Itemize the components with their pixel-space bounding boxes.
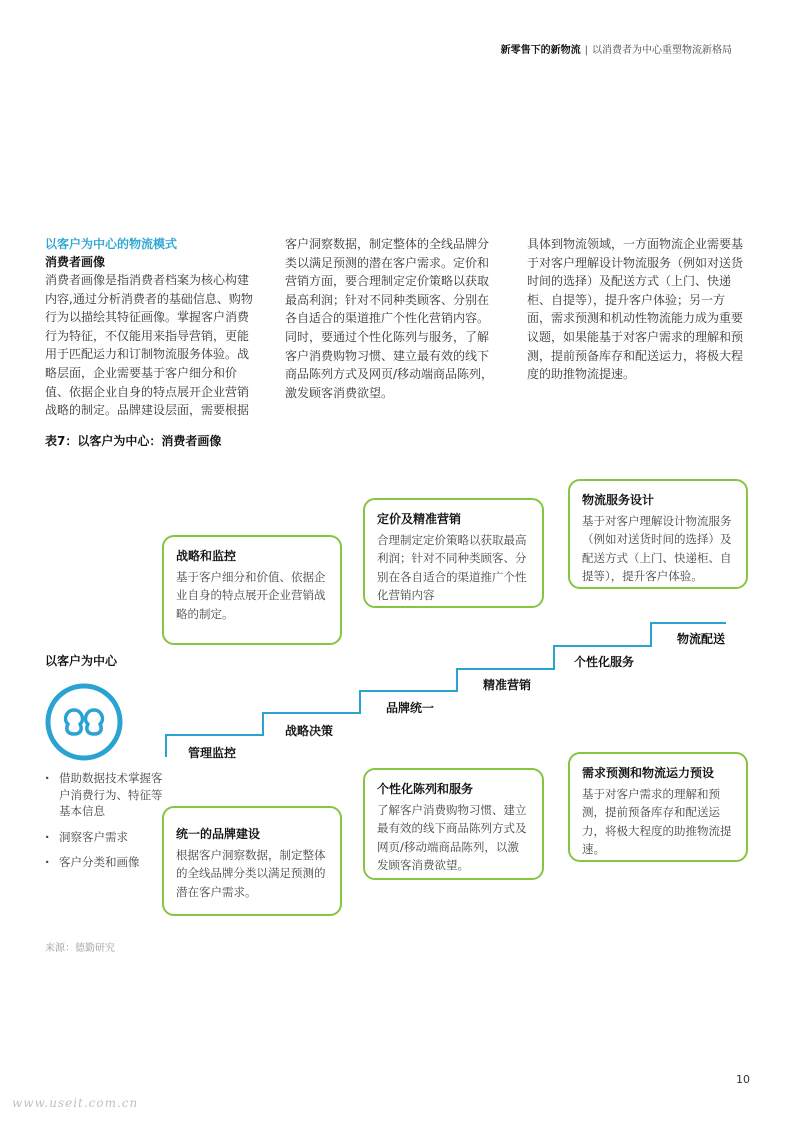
step-label-5: 个性化服务: [574, 655, 635, 669]
box-text: 基于对客户理解设计物流服务（例如对送货时间的选择）及配送方式（上门、快递柜、自提等），提升客户体验。: [582, 513, 732, 583]
box-text: 根据客户洞察数据，制定整体的全线品牌分类以满足预测的潜在客户需求。: [176, 847, 326, 899]
step-label-6: 物流配送: [677, 632, 726, 646]
column-2-paragraph: 客户洞察数据，制定整体的全线品牌分类以满足预测的潜在客户需求。定价和营销方面，要合理制定定价策略以获取最高利润；针对不同种类顾客、分别在各自适合的渠道推广个性化营销内容。同时，要通过个性化陈列与服务，了解客户消费购物习惯、建立最有效的线下商品陈列方式及网页/移动端商品陈列，激发顾客消费欲望。: [285, 237, 494, 400]
header-subtitle: 以消费者为中心重塑物流新格局: [592, 45, 732, 56]
table-title: 表7：以客户为中心：消费者画像: [45, 434, 222, 448]
step-label-3: 品牌统一: [386, 701, 435, 715]
customer-center-bullets: [45, 770, 169, 880]
box-title: 个性化陈列和服务: [377, 782, 474, 796]
step-label-1: 管理监控: [188, 746, 237, 760]
people-group-icon: [44, 682, 124, 762]
box-brand-building: [162, 806, 342, 916]
page-number: 10: [736, 1073, 750, 1086]
customer-center-title: 以客户为中心: [45, 654, 118, 668]
header-title: 新零售下的新物流: [500, 45, 581, 56]
box-strategy-monitoring: [162, 535, 342, 645]
source-note: 来源：德勤研究: [45, 943, 115, 954]
box-title: 统一的品牌建设: [176, 827, 261, 841]
column-3-paragraph: 具体到物流领域，一方面物流企业需要基于对客户理解设计物流服务（例如对送货时间的选择）及配送方式（上门、快递柜、自提等），提升客户体验；另一方面，需求预测和机动性物流能力成为重要议题，如果能基于对客户需求的理解和预测，提前预备库存和配送运力，将极大程度的助推物流提速。: [527, 237, 744, 382]
box-title: 物流服务设计: [582, 493, 655, 507]
bullet-item: · 借助数据技术掌握客户消费行为、特征等基本信息: [45, 770, 169, 820]
bullet-item: · 客户分类和画像: [45, 854, 169, 871]
step-label-4: 精准营销: [483, 678, 532, 692]
box-title: 定价及精准营销: [377, 512, 462, 526]
box-text: 基于对客户需求的理解和预测，提前预备库存和配送运力，将极大程度的助推物流提速。: [582, 786, 732, 856]
box-title: 战略和监控: [176, 549, 237, 563]
box-personalized-display: [363, 768, 544, 880]
step-label-2: 战略决策: [285, 724, 334, 738]
column-1-paragraph: 消费者画像是指消费者档案为核心构建内容,通过分析消费者的基础信息、购物行为以描绘其特征画像。掌握客户消费行为特征，不仅能用来指导营销，更能用于匹配运力和订制物流服务体验。战略层面，企业需要基于客户细分和价值、依据企业自身的特点展开企业营销战略的制定。品牌建设层面，需要根据: [45, 273, 253, 418]
section-title: 以客户为中心的物流模式: [45, 237, 178, 251]
subsection-title: 消费者画像: [45, 255, 106, 269]
box-title: 需求预测和物流运力预设: [582, 766, 715, 780]
box-logistics-service-design: [568, 479, 748, 589]
bullet-item: · 洞察客户需求: [45, 829, 169, 846]
header-separator: |: [584, 45, 588, 56]
watermark: www.useit.com.cn: [12, 1096, 139, 1110]
box-text: 基于客户细分和价值、依据企业自身的特点展开企业营销战略的制定。: [176, 569, 326, 621]
box-text: 了解客户消费购物习惯、建立最有效的线下商品陈列方式及网页/移动端商品陈列，以激发顾客消费欲望。: [377, 802, 527, 872]
box-demand-forecast: [568, 752, 748, 862]
box-pricing-marketing: [363, 498, 544, 608]
box-text: 合理制定定价策略以获取最高利润；针对不同种类顾客、分别在各自适合的渠道推广个性化营销内容: [377, 532, 527, 602]
